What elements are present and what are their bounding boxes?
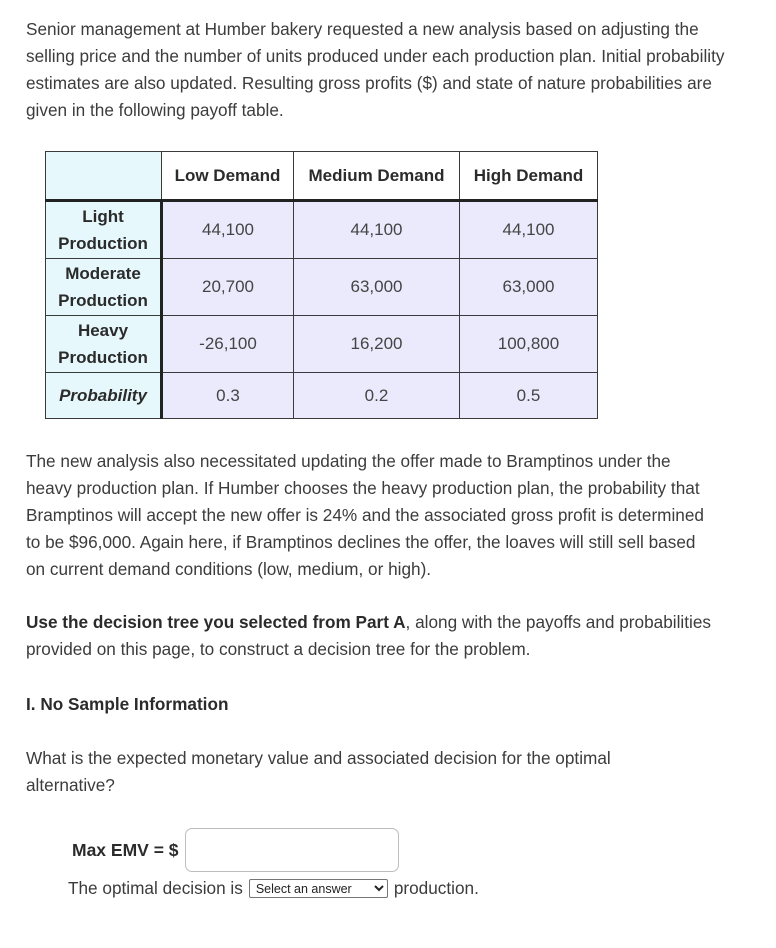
table-header-row bbox=[46, 152, 598, 201]
column-header-high-demand: High Demand bbox=[460, 152, 598, 201]
emv-answer-row bbox=[72, 828, 399, 872]
decision-answer-row bbox=[68, 878, 479, 899]
payoff-cell: 44,100 bbox=[162, 201, 294, 259]
table-row bbox=[46, 259, 598, 316]
emv-input[interactable] bbox=[185, 828, 399, 872]
probability-cell: 0.2 bbox=[294, 373, 460, 419]
table-row bbox=[46, 316, 598, 373]
instruction-paragraph bbox=[26, 609, 716, 663]
row-header-heavy-production: Heavy Production bbox=[46, 316, 162, 373]
row-header-moderate-production: Moderate Production bbox=[46, 259, 162, 316]
table-row bbox=[46, 201, 598, 259]
payoff-cell: -26,100 bbox=[162, 316, 294, 373]
probability-cell: 0.5 bbox=[460, 373, 598, 419]
column-header-medium-demand: Medium Demand bbox=[294, 152, 460, 201]
probability-row bbox=[46, 373, 598, 419]
analysis-paragraph: The new analysis also necessitated updating the offer made to Bramptinos under the heavy production plan. If Humber chooses the heavy production plan, the probability that Bramptinos will accept the new offer is 24% and the associated gross profit is determined to be $96,000. Again here, if Bramptinos declines the offer, the loaves will still sell based on current demand conditions (low, medium, or high). bbox=[26, 451, 704, 579]
payoff-cell: 63,000 bbox=[460, 259, 598, 316]
emv-label: Max EMV = $ bbox=[72, 839, 179, 860]
payoff-cell: 63,000 bbox=[294, 259, 460, 316]
intro-paragraph: Senior management at Humber bakery requested a new analysis based on adjusting the selling price and the number of units produced under each production plan. Initial probability estimates are also updated. Resulting gross profits ($) and state of nature probabilities are given in the following payoff table. bbox=[26, 19, 725, 120]
row-header-light-production: Light Production bbox=[46, 201, 162, 259]
table-corner-cell bbox=[46, 152, 162, 201]
payoff-cell: 44,100 bbox=[460, 201, 598, 259]
instruction-rest: , along with the payoffs and probabilities provided on this page, to construct a decision tree for the problem. bbox=[26, 612, 711, 659]
decision-select[interactable] bbox=[249, 879, 388, 898]
payoff-table bbox=[45, 151, 598, 419]
decision-prefix: The optimal decision is bbox=[68, 878, 243, 898]
probability-cell: 0.3 bbox=[162, 373, 294, 419]
question-text: What is the expected monetary value and associated decision for the optimal alternative? bbox=[26, 748, 611, 795]
column-header-low-demand: Low Demand bbox=[162, 152, 294, 201]
payoff-cell: 20,700 bbox=[162, 259, 294, 316]
instruction-bold: Use the decision tree you selected from Part A bbox=[26, 612, 406, 632]
payoff-cell: 100,800 bbox=[460, 316, 598, 373]
section-title: I. No Sample Information bbox=[26, 694, 229, 714]
payoff-cell: 16,200 bbox=[294, 316, 460, 373]
payoff-cell: 44,100 bbox=[294, 201, 460, 259]
row-header-probability: Probability bbox=[46, 373, 162, 419]
decision-suffix: production. bbox=[393, 878, 479, 898]
